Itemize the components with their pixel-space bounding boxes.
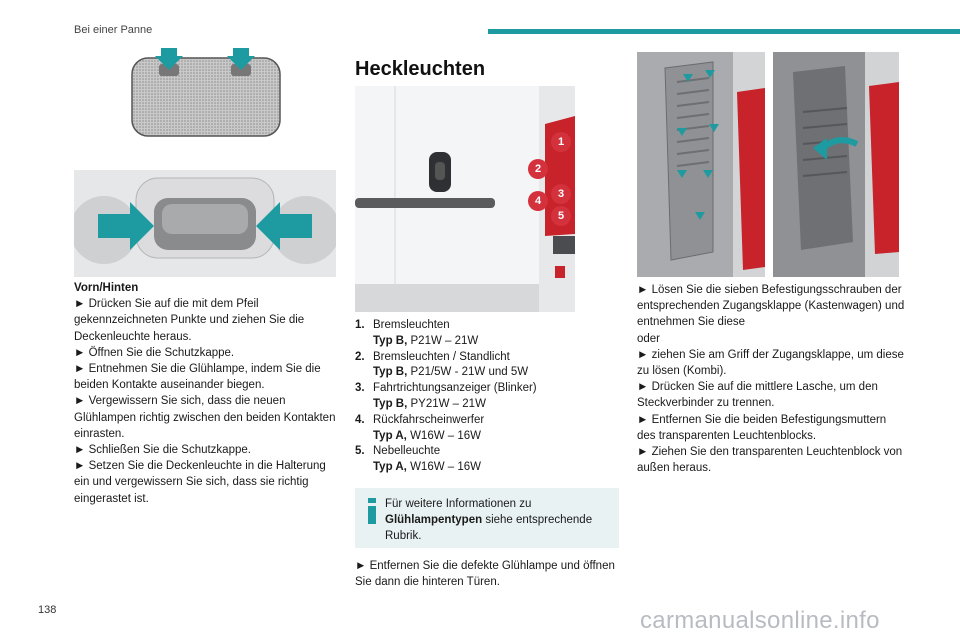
header-accent-bar [488, 29, 960, 34]
item-type: Typ B, [373, 397, 408, 410]
step-open-cap: ► Öffnen Sie die Schutzkappe. [74, 346, 235, 359]
badge-2: 2 [528, 159, 548, 179]
list-item [355, 381, 620, 413]
step-pull-out-block: ► Ziehen Sie den transparenten Leuchtenblock von außen heraus. [637, 446, 903, 475]
interior-lamp-image [74, 170, 336, 277]
item-name: Rückfahrscheinwerfer [373, 413, 485, 426]
item-bulb: P21W – 21W [410, 334, 479, 347]
watermark: carmanualsonline.info [640, 607, 880, 634]
step-check-bulbs: ► Vergewissern Sie sich, dass die neuen Glühlampen richtig zwischen den beiden Kontakten einrasten. [74, 395, 336, 440]
item-name: Bremsleuchten / Standlicht [373, 350, 510, 363]
left-column-text [74, 280, 336, 507]
item-number: 4. [355, 413, 365, 426]
item-bulb: W16W – 16W [410, 461, 482, 474]
section-heading: Heckleuchten [355, 58, 486, 80]
info-note [355, 488, 619, 548]
item-number: 2. [355, 350, 365, 363]
item-name: Bremsleuchten [373, 319, 450, 331]
rear-lights-image [355, 86, 575, 312]
step-refit-light: ► Setzen Sie die Deckenleuchte in die Halterung ein und vergewissern Sie sich, dass sie richtig eingerastet ist. [74, 460, 326, 505]
badge-5: 5 [551, 206, 571, 226]
item-type: Typ B, [373, 334, 408, 347]
item-number: 1. [355, 319, 365, 331]
item-type: Typ A, [373, 429, 407, 442]
list-item [355, 350, 620, 382]
step-remove-bulb: ► Entnehmen Sie die Glühlampe, indem Sie die beiden Kontakte auseinander biegen. [74, 363, 321, 392]
step-disconnect-connector: ► Drücken Sie auf die mittlere Lasche, um den Steckverbinder zu trennen. [637, 381, 878, 410]
list-item [355, 318, 620, 350]
step-remove-defective-bulb: ► Entfernen Sie die defekte Glühlampe und öffnen Sie dann die hinteren Türen. [355, 560, 615, 589]
step-remove-nuts: ► Entfernen Sie die beiden Befestigungsmuttern des transparenten Leuchtenblocks. [637, 413, 887, 442]
list-item [355, 444, 620, 476]
item-number: 5. [355, 445, 365, 458]
access-panel-image-right [773, 52, 899, 277]
item-bulb: W16W – 16W [410, 429, 482, 442]
step-close-cap: ► Schließen Sie die Schutzkappe. [74, 444, 251, 457]
note-suffix: siehe entsprechende Rubrik. [385, 514, 593, 542]
step-or: oder [637, 332, 661, 345]
item-number: 3. [355, 382, 365, 395]
step-press-points: ► Drücken Sie auf die mit dem Pfeil gekennzeichneten Punkte und ziehen Sie die Deckenleuchte heraus. [74, 298, 305, 343]
running-header: Bei einer Panne [74, 24, 153, 36]
item-type: Typ B, [373, 366, 408, 379]
list-item [355, 413, 620, 445]
note-prefix: Für weitere Informationen zu [385, 498, 532, 510]
item-name: Nebelleuchte [373, 445, 441, 458]
note-bold: Glühlampentypen [385, 514, 483, 526]
badge-1: 1 [551, 132, 571, 152]
page-number: 138 [38, 604, 57, 616]
subtitle-front-rear: Vorn/Hinten [74, 282, 139, 294]
badge-4: 4 [528, 191, 548, 211]
step-pull-handle: ► ziehen Sie am Griff der Zugangsklappe, um diese zu lösen (Kombi). [637, 348, 904, 378]
right-column-text [637, 282, 907, 476]
item-type: Typ A, [373, 461, 407, 474]
badge-3: 3 [551, 184, 571, 204]
info-icon [366, 498, 378, 524]
item-bulb: P21/5W - 21W und 5W [410, 366, 529, 379]
item-name: Fahrtrichtungsanzeiger (Blinker) [373, 382, 537, 395]
dome-light-image [127, 48, 285, 140]
access-panel-image-left [637, 52, 765, 277]
step-loosen-screws: ► Lösen Sie die sieben Befestigungsschrauben der entsprechenden Zugangsklappe (Kastenwagen) und entnehmen Sie diese [637, 284, 905, 329]
item-bulb: PY21W – 21W [410, 397, 486, 410]
bulb-list [355, 318, 620, 476]
